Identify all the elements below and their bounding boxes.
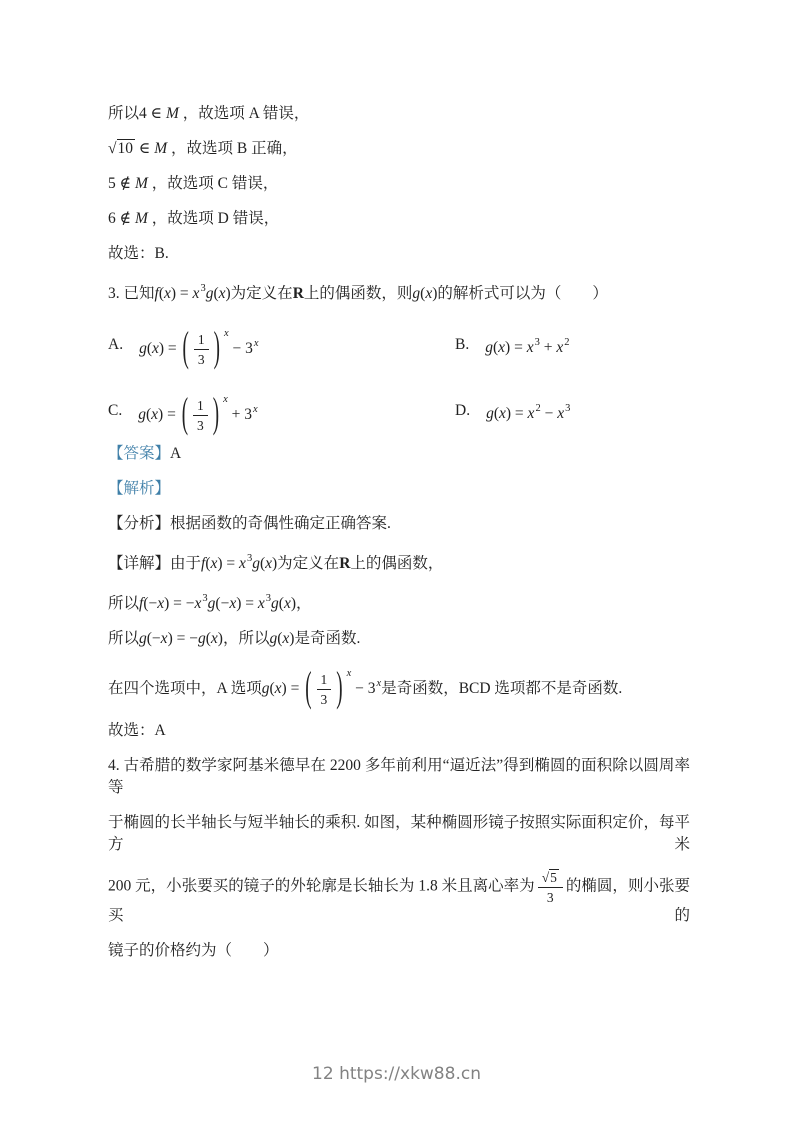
q4-stem-line1: 4. 古希腊的数学家阿基米德早在 2200 多年前利用“逼近法”得到椭圆的面积除以圆周率等 — [108, 757, 690, 797]
option-a-formula: g(x) = ( $\frac{1}{3}$ ) x − 3x — [139, 324, 259, 372]
footer-text: 12 https://xkw88.cn — [312, 1064, 481, 1084]
answer-tag: 【答案】 — [108, 445, 171, 462]
answer-value: A — [170, 445, 182, 462]
q2-solution-line-a: 所以4 ∈ M ，故选项 A 错误， — [108, 105, 310, 122]
q3-option-b — [455, 332, 569, 359]
q2-solution-line-b: √10 ∈ M ，故选项 B 正确， — [108, 140, 298, 157]
q2-conclusion: 故选：B. — [108, 245, 169, 262]
option-b-label: B. — [455, 336, 470, 353]
q3-step1-line: 所以f(−x) = −x3g(−x) = x3g(x)， — [108, 593, 312, 612]
q4-stem-line3: 200 元，小张要买的镜子的外轮廓是长轴长为 1.8 米且离心率为 $\frac{√5}{3}$ 的椭圆，则小张要买的 — [108, 870, 690, 925]
q3-conclusion: 故选：A — [108, 722, 166, 740]
q3-option-c — [108, 389, 455, 438]
q3-option-d — [455, 398, 570, 425]
q3-options-row-1 — [108, 315, 690, 375]
q3-jiexi-line — [108, 478, 690, 500]
q3-options-row-2 — [108, 381, 690, 441]
q2-solution-line-c: 5 ∉ M ，故选项 C 错误， — [108, 175, 279, 192]
q3-answer-line — [108, 443, 690, 465]
option-b-formula: g(x) = x3 + x2 — [485, 336, 570, 356]
page-footer — [0, 1064, 793, 1084]
q4-stem-line2: 于椭圆的长半轴长与短半轴长的乘积. 如图，某种椭圆形镜子按照实际面积定价，每平方米 — [108, 814, 690, 854]
q3-stem: 3. 已知f(x) = x3g(x)为定义在R上的偶函数，则g(x)的解析式可以为（ ） — [108, 283, 608, 302]
q3-xiangjie-line: 【详解】由于f(x) = x3g(x)为定义在R上的偶函数， — [108, 553, 444, 572]
jiexi-tag: 【解析】 — [108, 480, 171, 497]
document-body — [108, 0, 690, 975]
option-d-formula: g(x) = x2 − x3 — [486, 402, 571, 422]
option-d-label: D. — [455, 402, 471, 419]
option-c-formula: g(x) = ( $\frac{1}{3}$ ) x + 3x — [138, 390, 258, 438]
q2-solution-line-d: 6 ∉ M ，故选项 D 错误， — [108, 210, 280, 227]
q3-check-line: 在四个选项中，A 选项g(x) = ( $\frac{1}{3}$ ) x − 3x是奇函数，BCD 选项都不是奇函数. — [108, 664, 623, 712]
q3-fenxi-line: 【分析】根据函数的奇偶性确定正确答案. — [108, 515, 391, 532]
q4-stem-line4: 镜子的价格约为（ ） — [108, 942, 279, 960]
q3-option-a — [108, 323, 455, 372]
option-a-label: A. — [108, 336, 124, 353]
option-c-label: C. — [108, 402, 123, 419]
q3-step2-line: 所以g(−x) = −g(x)，所以g(x)是奇函数. — [108, 630, 361, 647]
